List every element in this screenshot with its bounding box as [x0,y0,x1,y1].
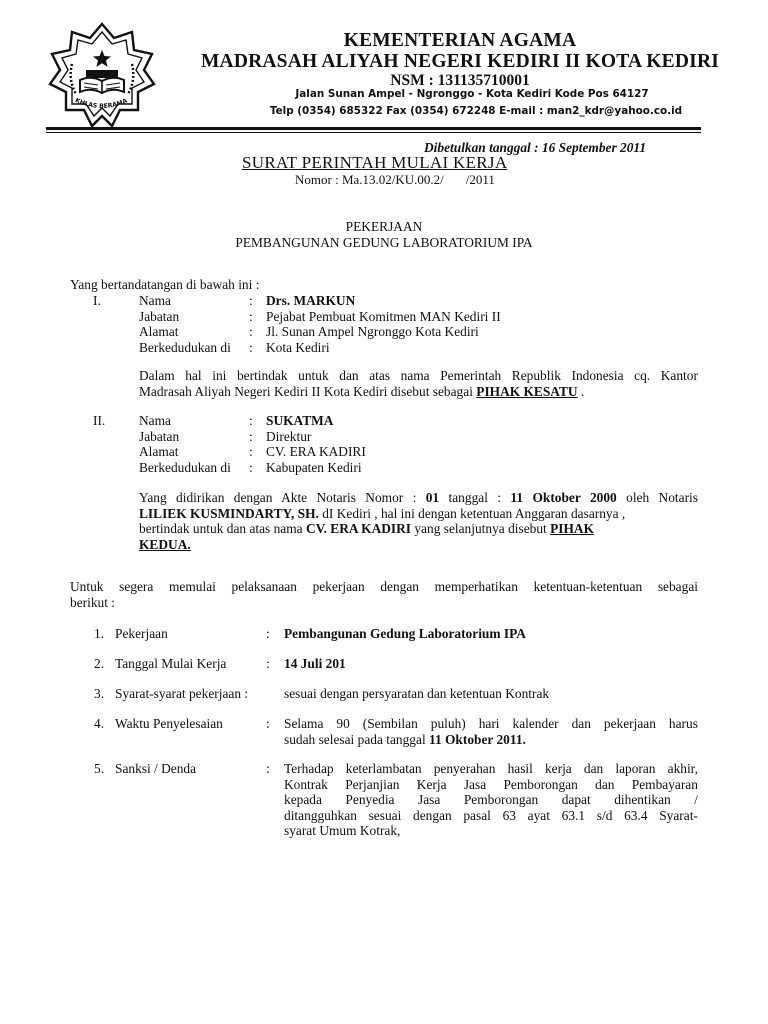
statement-part: dI Kediri , hal ini dengan ketentuan Anggaran dasarnya , [318,505,626,521]
start-date: 14 Juli 201 [284,656,346,671]
term-value: sesuai dengan persyaratan dan ketentuan Kontrak [284,686,550,701]
party-one-statement: Dalam hal ini bertindak untuk dan atas nama Pemerintah Republik Indonesia cq. Kantor Madrasah Aliyah Negeri Kediri II Kota Kediri disebut sebagai PIHAK KESATU . [139,368,698,399]
party-two-designation-cont: KEDUA. [139,536,191,552]
term-label: Sanksi / Denda [115,761,197,776]
colon: : [249,459,253,475]
party-two-name: SUKATMA [266,413,334,428]
letter-number: Nomor : Ma.13.02/KU.00.2/ /2011 [295,172,495,187]
school-address: Jalan Sunan Ampel - Ngronggo - Kota Kediri Kode Pos 64127 [295,88,649,100]
school-name: MADRASAH ALIYAH NEGERI KEDIRI II KOTA KEDIRI [200,51,720,72]
company-name: CV. ERA KADIRI [305,521,412,537]
term-label: Syarat-syarat pekerjaan : [115,686,249,701]
work-title: PEMBANGUNAN GEDUNG LABORATORIUM IPA [235,235,533,250]
field-label: Jabatan [139,308,180,324]
field-label: Berkedudukan di [139,459,231,475]
party-two-statement [139,490,698,552]
term-label: Tanggal Mulai Kerja [115,656,227,671]
field-value: Kabupaten Kediri [266,459,362,475]
party-two-details [0,413,768,475]
statement-end: . [577,383,585,399]
party-two-number: II. [93,413,106,428]
field-label: Alamat [139,444,179,460]
colon: : [266,716,270,731]
ministry-name: KEMENTERIAN AGAMA [343,30,577,51]
field-value: Direktur [266,428,312,444]
nsm-number: NSM : 131135710001 [390,72,530,89]
field-label: Jabatan [139,428,180,444]
statement-part: Yang didirikan dengan Akte Notaris Nomor : 01 tanggal : 11 Oktober 2000 oleh Notaris [139,490,698,505]
field-value: Kota Kediri [266,339,330,355]
field-value: Jl. Sunan Ampel Ngronggo Kota Kediri [266,324,479,340]
field-label: Nama [139,293,171,308]
correction-date: Dibetulkan tanggal : 16 September 2011 [424,140,647,155]
party-one-name: Drs. MARKUN [266,293,356,308]
colon: : [266,626,270,641]
statement-line: Madrasah Aliyah Negeri Kediri II Kota Kediri disebut sebagai [139,383,477,399]
notary-name: LILIEK KUSMINDARTY, SH. [139,505,319,521]
letter-title: SURAT PERINTAH MULAI KERJA [242,153,508,172]
party-two-designation: PIHAK [550,521,595,537]
work-heading: PEKERJAAN [345,219,423,234]
school-contact: Telp (0354) 685322 Fax (0354) 672248 E-mail : man2_kdr@yahoo.co.id [269,105,683,117]
term-number: 1. [94,626,105,641]
colon: : [249,339,253,355]
statement-part: yang selanjutnya disebut [411,521,551,537]
field-label: Nama [139,413,171,428]
instruction-text: Untuk segera memulai pelaksanaan pekerjaan dengan memperhatikan ketentuan-ketentuan sebagai berikut : [70,579,698,610]
party-one-details [0,293,768,355]
colon: : [266,656,270,671]
colon: : [266,761,270,776]
logo-motto: KHLAS BERAMA [73,96,129,111]
statement-part: bertindak untuk dan atas nama [139,521,306,537]
colon: : [249,293,253,308]
field-label: Berkedudukan di [139,339,231,355]
term-label: Waktu Penyelesaian [115,716,223,731]
field-value: CV. ERA KADIRI [266,444,366,460]
party-one-designation: PIHAK KESATU [476,383,578,399]
ministry-logo [46,20,158,132]
term-number: 2. [94,656,105,671]
header-rule-thin [46,132,701,133]
term-label: Pekerjaan [115,626,168,641]
colon: : [249,308,253,324]
colon: : [249,413,253,428]
term-value: Terhadap keterlambatan penyerahan hasil kerja dan laporan akhir, Kontrak Perjanjian Kerja Jasa Pemborongan dan Pembayaran kepada Penyedia Jasa Pemborongan dapat dihentikan / ditangguhkan sesuai dengan pasal 63 ayat 63.1 s/d 63.4 Syarat- syarat Umum Kotrak, [284,761,698,839]
term-value: Pembangunan Gedung Laboratorium IPA [284,626,526,641]
term-number: 4. [94,716,105,731]
colon: : [249,324,253,340]
party-one-number: I. [93,293,101,308]
header-rule-thick [46,127,701,130]
term-value: Selama 90 (Sembilan puluh) hari kalender dan pekerjaan harus sudah selesai pada tanggal 11 Oktober 2011. [284,716,698,747]
field-label: Alamat [139,324,179,340]
term-number: 5. [94,761,105,776]
intro-text: Yang bertandatangan di bawah ini : [70,277,260,292]
colon: : [249,444,253,460]
field-value: Pejabat Pembuat Komitmen MAN Kediri II [266,308,501,324]
term-number: 3. [94,686,105,701]
colon: : [249,428,253,444]
